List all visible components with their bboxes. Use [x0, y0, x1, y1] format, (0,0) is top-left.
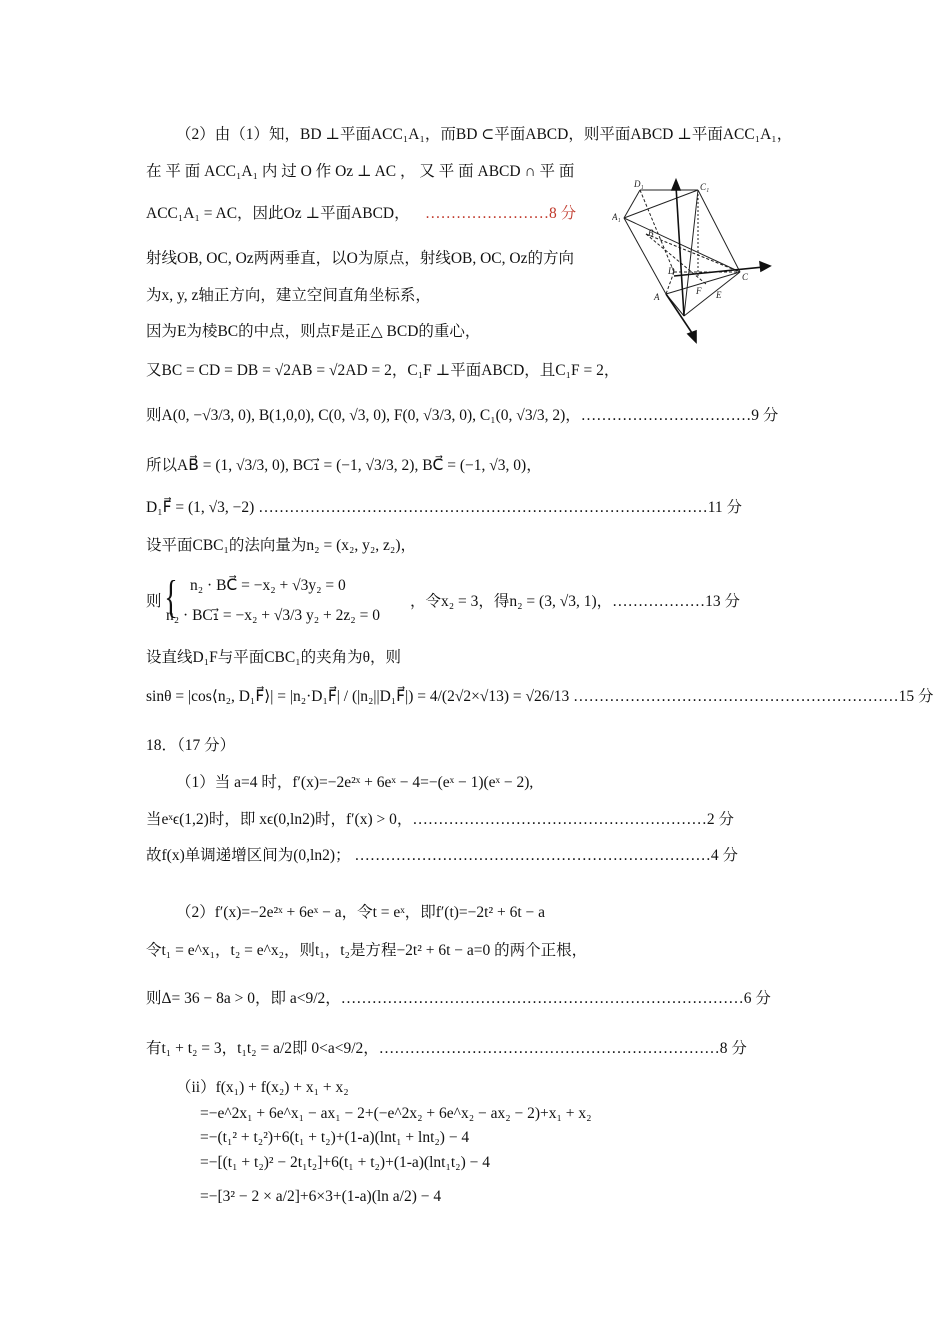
- label-a: A: [654, 292, 660, 302]
- system-equation-2: n₂ · BC₁⃗ = −x₂ + √3/3 y₂ + 2z₂ = 0: [166, 607, 380, 624]
- text-line-5: 为x, y, z轴正方向，建立空间直角坐标系，: [146, 287, 431, 304]
- question-18-heading: 18．（17 分）: [146, 737, 236, 754]
- text-line-9: 所以AB⃗ = (1, √3/3, 0), BC₁⃗ = (−1, √3/3, 2), BC⃗ = (−1, √3, 0)，: [146, 457, 542, 474]
- score-marker-8: ……………………8 分: [425, 205, 577, 222]
- text-line-20: 令t₁ = e^x₁，t₂ = e^x₂，则t₁，t₂是方程−2t² + 6t − a=0 的两个正根，: [146, 942, 588, 959]
- text-line-6: 因为E为棱BC的中点，则点F是正△ BCD的重心，: [146, 323, 481, 340]
- system-prefix: 则: [146, 593, 162, 610]
- text-line-1: （2）由（1）知，BD ⊥平面ACC₁A₁，而BD ⊂平面ABCD，则平面ABCD ⊥平面ACC₁A₁，: [176, 126, 793, 143]
- text-line-22: 有t₁ + t₂ = 3，t₁t₂ = a/2即 0<a<9/2，…………………………………………………………8 分: [146, 1040, 747, 1057]
- label-d: D: [668, 266, 675, 276]
- text-line-27: =−[3² − 2 × a/2]+6×3+(1-a)(ln a/2) − 4: [200, 1188, 442, 1205]
- text-line-23: （ii）f(x₁) + f(x₂) + x₁ + x₂: [176, 1079, 349, 1096]
- label-e: E: [716, 290, 722, 300]
- system-equation-1: n₂ · BC⃗ = −x₂ + √3y₂ = 0: [190, 577, 346, 594]
- text-line-11: 设平面CBC₁的法向量为n₂ = (x₂, y₂, z₂)，: [146, 537, 416, 554]
- text-line-21: 则Δ= 36 − 8a > 0，即 a<9/2，……………………………………………………………………6 分: [146, 990, 771, 1007]
- label-c1: C₁: [700, 182, 710, 192]
- text-line-8: 则A(0, −√3/3, 0), B(1,0,0), C(0, √3, 0), F(0, √3/3, 0), C₁(0, √3/3, 2)，……………………………9 分: [146, 407, 779, 424]
- prism-figure: [612, 176, 778, 346]
- text-line-3: ACC₁A₁ = AC，因此Oz ⊥平面ABCD，: [146, 205, 410, 222]
- text-line-10: D₁F⃗ = (1, √3, −2) ……………………………………………………………………………11 分: [146, 499, 743, 516]
- text-line-16: （1）当 a=4 时，f′(x)=−2e²ˣ + 6eˣ − 4=−(eˣ − 1)(eˣ − 2),: [176, 774, 534, 791]
- text-line-25: =−(t₁² + t₂²)+6(t₁ + t₂)+(1-a)(lnt₁ + lnt₂) − 4: [200, 1129, 470, 1146]
- text-line-7: 又BC = CD = DB = √2AB = √2AD = 2，C₁F ⊥平面ABCD，且C₁F = 2，: [146, 362, 620, 379]
- text-line-4: 射线OB, OC, Oz两两垂直，以O为原点，射线OB, OC, Oz的方向: [146, 250, 574, 267]
- text-line-26: =−[(t₁ + t₂)² − 2t₁t₂]+6(t₁ + t₂)+(1-a)(lnt₁t₂) − 4: [200, 1154, 490, 1171]
- system-brace: {: [164, 571, 178, 622]
- text-line-12: ，令x₂ = 3，得n₂ = (3, √3, 1)，………………13 分: [410, 593, 740, 610]
- label-b: B: [648, 228, 654, 238]
- label-a1: A₁: [612, 212, 621, 222]
- text-line-18: 故f(x)单调递增区间为(0,ln2)； ……………………………………………………………4 分: [146, 847, 738, 864]
- label-c: C: [742, 272, 749, 282]
- label-d1: D₁: [634, 179, 644, 189]
- text-line-13: 设直线D₁F与平面CBC₁的夹角为θ，则: [146, 649, 402, 666]
- text-line-19: （2）f′(x)=−2e²ˣ + 6eˣ − a，令t = eˣ，即f′(t)=−2t² + 6t − a: [176, 904, 546, 921]
- text-line-14: sinθ = |cos⟨n₂, D₁F⃗⟩| = |n₂·D₁F⃗| / (|n₂||D₁F⃗|) = 4/(2√2×√13) = √26/13 ………………………………………………………15 分: [146, 688, 934, 705]
- text-line-17: 当eˣϵ(1,2)时，即 xϵ(0,ln2)时，f′(x) > 0，…………………………………………………2 分: [146, 811, 734, 828]
- text-line-2: 在 平 面 ACC₁A₁ 内 过 O 作 Oz ⊥ AC ， 又 平 面 ABCD ∩ 平 面: [146, 163, 575, 180]
- prism-diagram: [612, 176, 778, 346]
- text-line-24: =−e^2x₁ + 6e^x₁ − ax₁ − 2+(−e^2x₂ + 6e^x₂ − ax₂ − 2)+x₁ + x₂: [200, 1105, 592, 1122]
- label-f: F: [696, 286, 702, 296]
